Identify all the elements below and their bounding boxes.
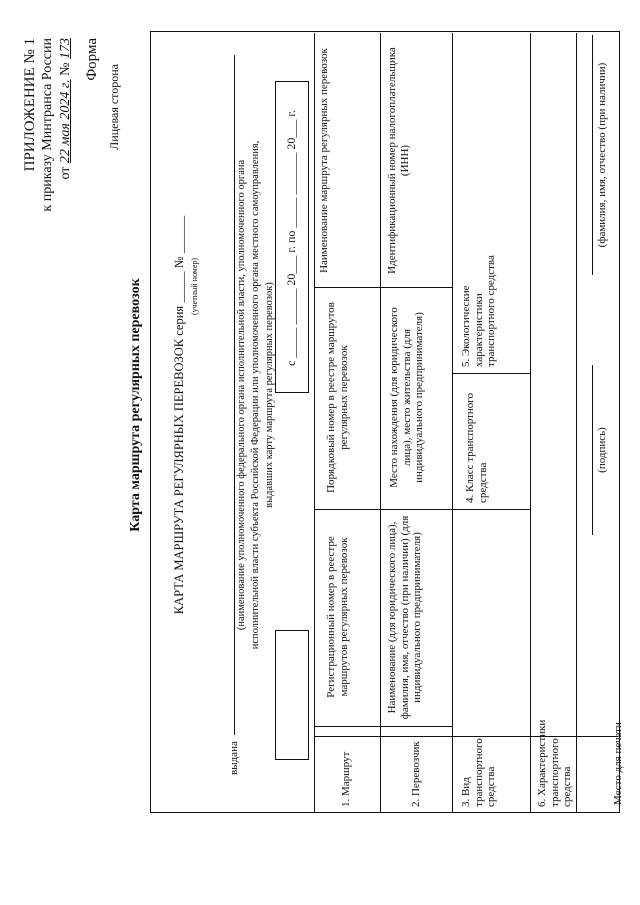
order-reference: к приказу Минтранса России bbox=[40, 38, 55, 212]
vehicle-type-label: 3. Вид транспортного средства bbox=[460, 738, 498, 807]
issued-underline bbox=[234, 55, 235, 735]
validity-period: с _____ ______ 20___ г. по _____ _______ 20___ г. bbox=[284, 110, 298, 366]
order-date-line bbox=[58, 38, 74, 180]
order-date-prefix: от bbox=[58, 166, 73, 180]
route-label: 1. Маршрут bbox=[340, 751, 352, 807]
authority-caption-1: (наименование уполномоченного федерального органа исполнительной власти, уполномоченного органа bbox=[236, 159, 247, 631]
vehicle-class-label: 4. Класс транспортного средства bbox=[464, 393, 489, 503]
grid-line bbox=[452, 373, 530, 374]
signature-caption: (подпись) bbox=[596, 427, 608, 473]
carrier-name: Наименование (для юридического лица), фамилия, имя, отчество (при наличии) (для индивидуального предпринимателя) bbox=[386, 515, 424, 720]
authority-caption-2: исполнительной власти субъекта Российской Федерации или уполномоченного органа местного самоуправления, bbox=[250, 140, 261, 650]
series-box bbox=[275, 630, 309, 760]
signature-line bbox=[592, 365, 593, 535]
route-sequence-number: Порядковый номер в реестре маршрутов регулярных перевозок bbox=[325, 302, 350, 493]
appendix-title: ПРИЛОЖЕНИЕ № 1 bbox=[22, 38, 38, 172]
grid-line bbox=[314, 33, 315, 813]
carrier-label: 2. Перевозчик bbox=[410, 741, 422, 807]
document-title: Карта маршрута регулярных перевозок bbox=[128, 278, 143, 532]
grid-line bbox=[314, 726, 452, 727]
eco-characteristics-label: 5. Экологические характеристики транспортного средства bbox=[460, 255, 498, 367]
route-name: Наименование маршрута регулярных перевозок bbox=[318, 48, 330, 273]
order-number-prefix: № bbox=[58, 62, 73, 76]
carrier-inn: Идентификационный номер налогоплательщика (ИНН) bbox=[386, 47, 411, 274]
vehicle-characteristics-label: 6. Характеристики транспортного средства bbox=[536, 719, 574, 807]
grid-line bbox=[576, 33, 577, 813]
grid-line bbox=[452, 33, 453, 813]
order-number-value: 173 bbox=[58, 38, 73, 59]
card-frame bbox=[150, 31, 620, 813]
name-caption: (фамилия, имя, отчество (при наличии) bbox=[596, 62, 608, 248]
grid-line bbox=[380, 33, 381, 813]
account-number-caption: (учетный номер) bbox=[190, 257, 199, 315]
authority-caption-3: выдавших карту маршрута регулярных перевозок) bbox=[264, 282, 275, 508]
stamp-place: Место для печати bbox=[612, 722, 624, 805]
order-date-value: 22 мая 2024 г. bbox=[58, 79, 73, 164]
side-label: Лицевая сторона bbox=[107, 64, 121, 150]
name-line bbox=[592, 35, 593, 275]
grid-line bbox=[452, 509, 530, 510]
carrier-location: Место нахождения (для юридического лица), место жительства (для индивидуального предпринимателя) bbox=[388, 307, 426, 488]
grid-line bbox=[314, 509, 452, 510]
issued-label: выдана bbox=[228, 741, 240, 775]
grid-line bbox=[530, 33, 531, 813]
card-heading: КАРТА МАРШРУТА РЕГУЛЯРНЫХ ПЕРЕВОЗОК серия _____ № ______ bbox=[172, 215, 186, 615]
route-registration-number: Регистрационный номер в реестре маршрутов регулярных перевозок bbox=[325, 536, 350, 698]
grid-line bbox=[314, 287, 452, 288]
form-label: Форма bbox=[84, 38, 100, 81]
